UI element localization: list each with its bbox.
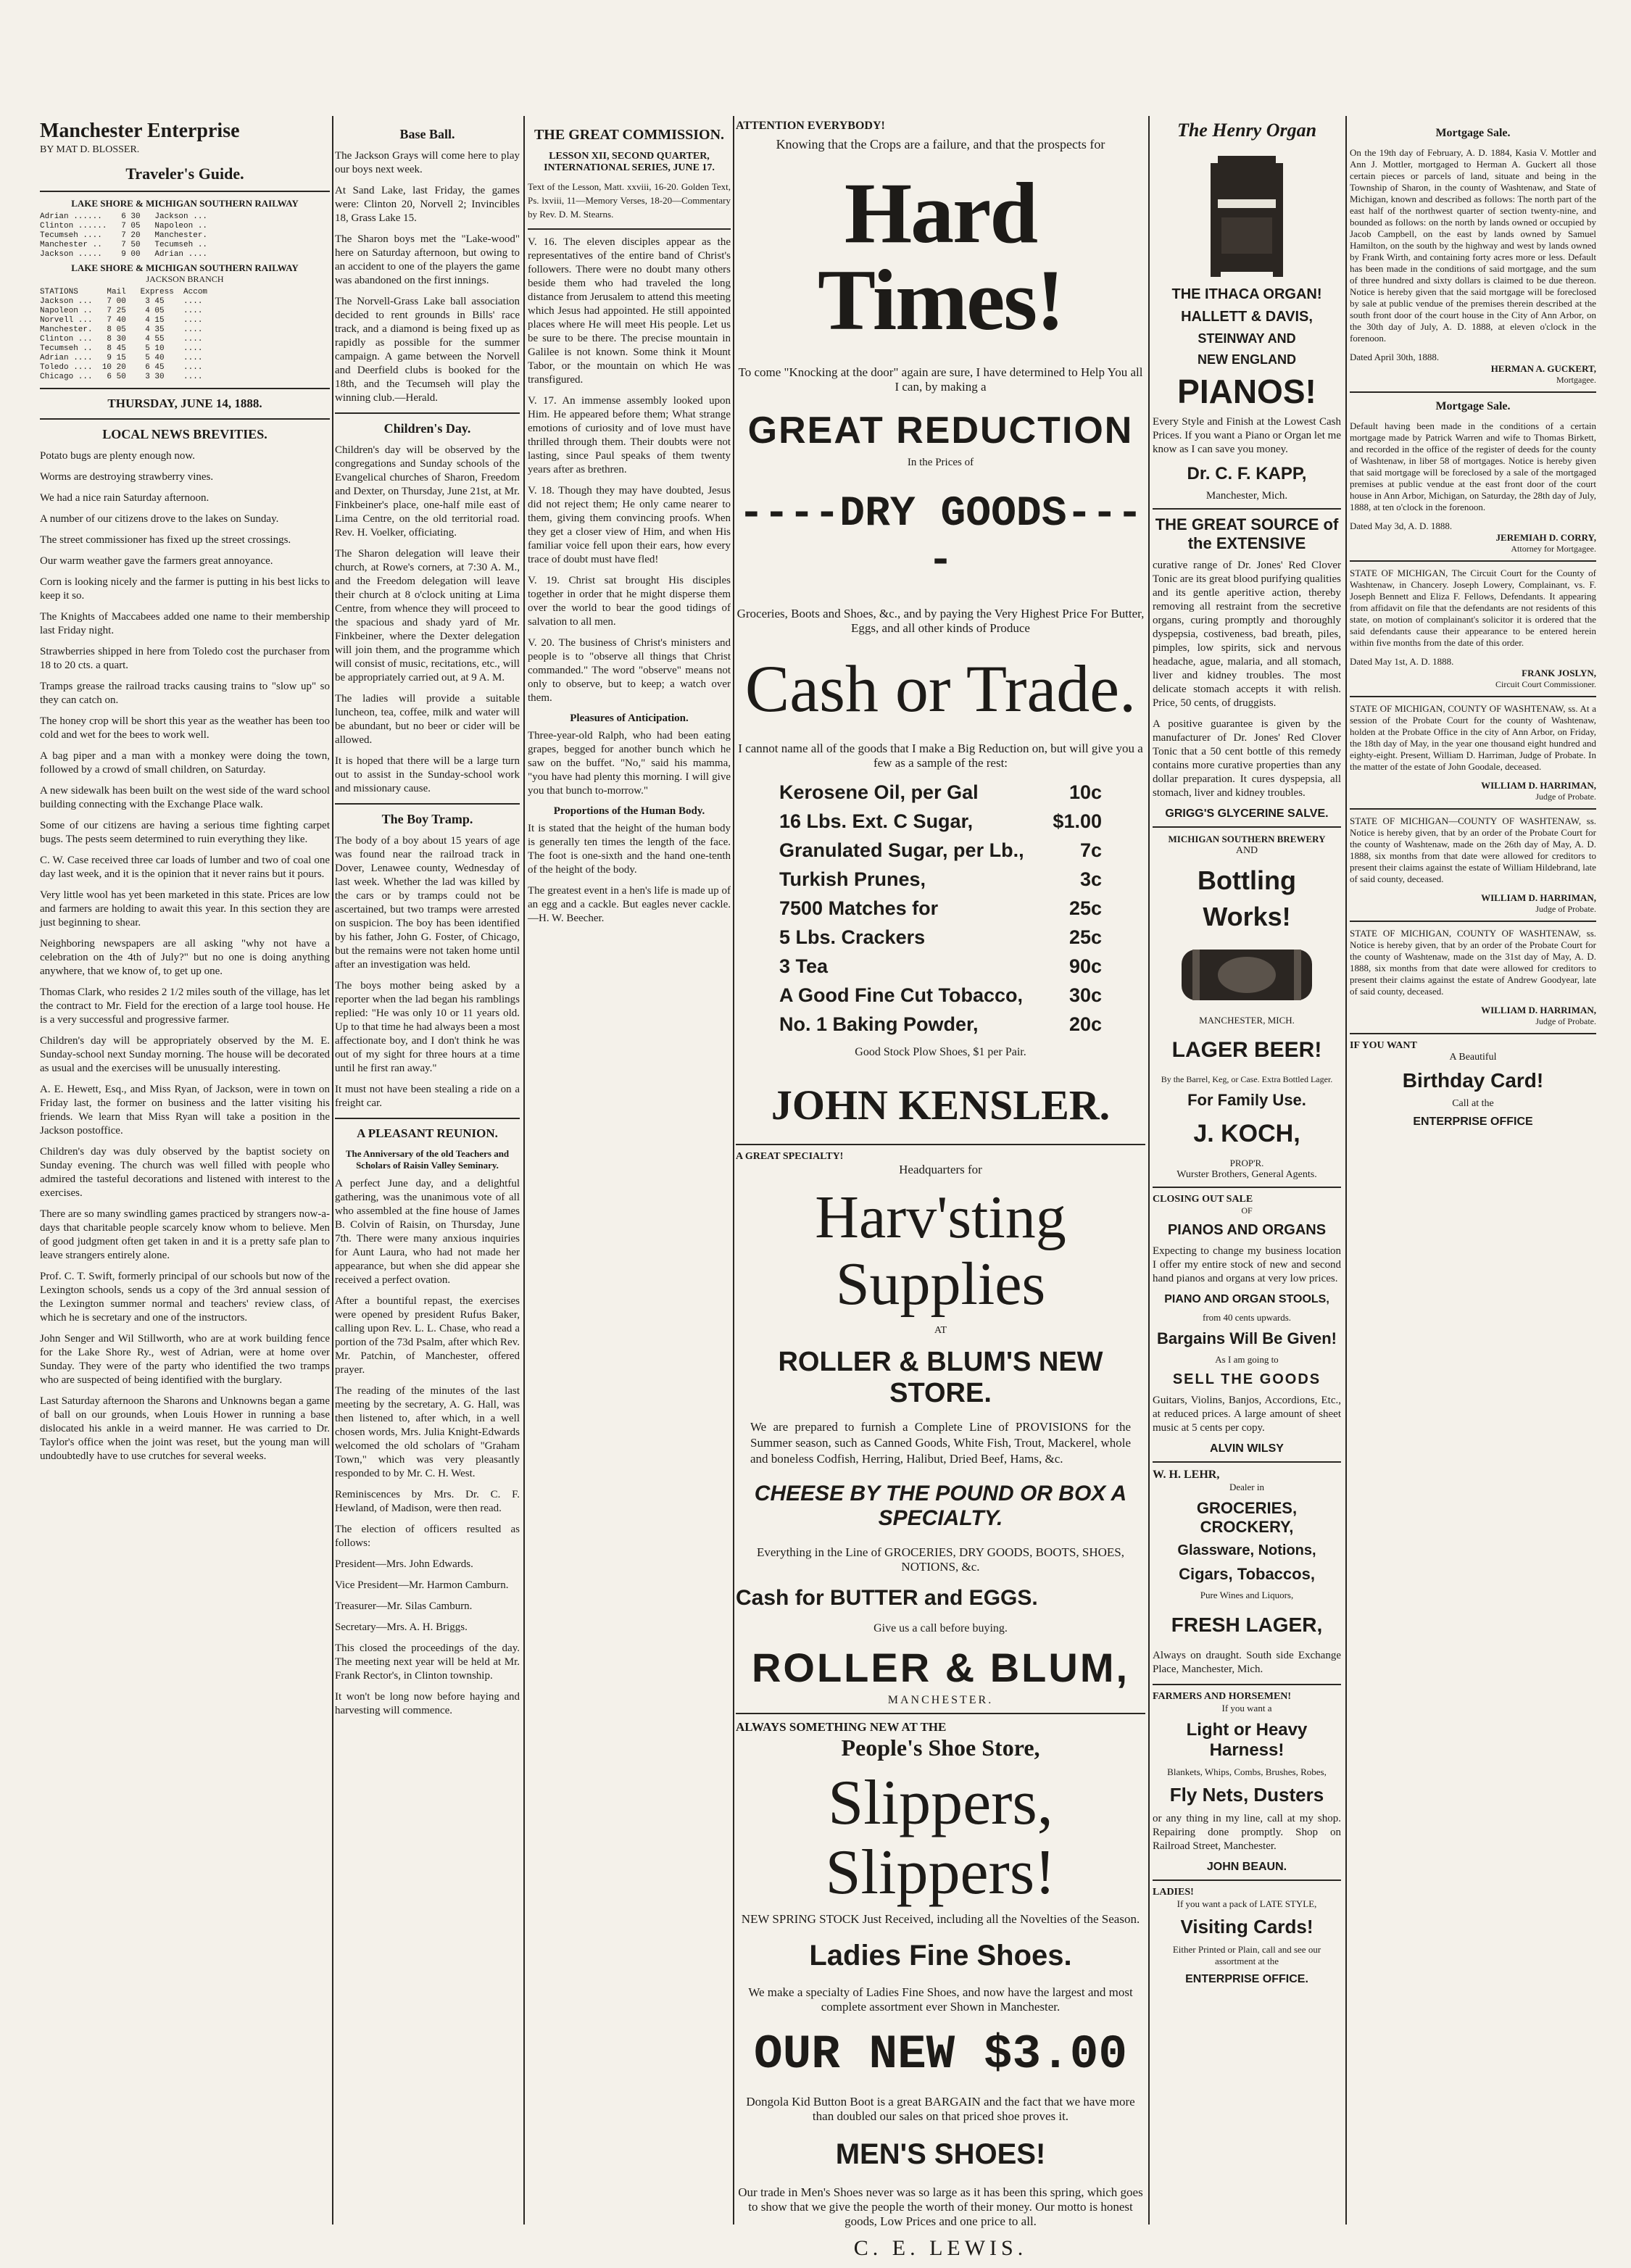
brewery-name: MICHIGAN SOUTHERN BREWERY xyxy=(1168,834,1326,844)
dongola-text: Dongola Kid Button Boot is a great BARGAIN and the fact that we have more than doubled our sales on that priced shoe proves it. xyxy=(746,2095,1135,2123)
hard-times-headline: Hard Times! xyxy=(817,165,1064,348)
stools-sub: from 40 cents upwards. xyxy=(1202,1312,1292,1323)
article-paragraph: V. 17. An immense assembly looked upon Him. He appeared before them; What strange emotions of curiosity and of love must have thrilled through them. Their doubts were not lasting, since Paul speaks of them twenty years after as brethren. xyxy=(528,395,731,475)
cash-or-trade-headline: Cash or Trade. xyxy=(744,652,1137,726)
call-at-line: Call at the xyxy=(1452,1098,1494,1109)
price-value: 7c xyxy=(1079,839,1102,861)
beer-keg-illustration xyxy=(1174,942,1319,1008)
divider xyxy=(1350,560,1596,562)
glassware-notions: Glassware, Notions, xyxy=(1177,1542,1316,1558)
attention-line: ATTENTION EVERYBODY! xyxy=(736,120,885,132)
specialty-line: A GREAT SPECIALTY! xyxy=(736,1151,844,1162)
divider xyxy=(40,191,330,192)
enterprise-office: ENTERPRISE OFFICE. xyxy=(1185,1973,1308,1985)
price-value: 20c xyxy=(1068,1013,1102,1035)
article-paragraph: The Jackson Grays will come here to play our boys next week. xyxy=(335,150,520,175)
timetable-row: Tecumseh .. 8 45 5 10 .... xyxy=(40,344,203,353)
steinway: STEINWAY AND xyxy=(1198,331,1296,346)
railway-name: LAKE SHORE & MICHIGAN SOUTHERN RAILWAY xyxy=(71,262,299,273)
timetable-1 xyxy=(40,212,330,259)
blankets-line: Blankets, Whips, Combs, Brushes, Robes, xyxy=(1167,1766,1327,1777)
notice-signature: HERMAN A. GUCKERT, xyxy=(1490,363,1596,374)
news-item: Potato bugs are plenty enough now. xyxy=(40,450,195,462)
article-paragraph: It is hoped that there will be a large turn out to assist in the Sunday-school work and missionary cause. xyxy=(335,755,520,794)
article-paragraph: The boys mother being asked by a reporter when the lad began his ramblings replied: "He was only 10 or 11 years old. Up to that time he had always been a most affectionate boy, and I don't think he was out of my sight for three hours at a time until he first ran away." xyxy=(335,980,520,1074)
timetable-row: Manchester .. 7 50 Tecumseh .. xyxy=(40,241,208,249)
article-paragraph: Vice President—Mr. Harmon Camburn. xyxy=(335,1579,509,1591)
divider xyxy=(736,1713,1145,1714)
subheading: Proportions of the Human Body. xyxy=(553,805,705,817)
divider xyxy=(1350,921,1596,922)
price-item: Kerosene Oil, per Gal xyxy=(779,781,979,803)
notice-signature-title: Attorney for Mortgagee. xyxy=(1511,544,1596,554)
headquarters-line: Headquarters for xyxy=(899,1163,982,1176)
price-row xyxy=(736,807,1145,836)
news-item: The honey crop will be short this year as the weather has been too cold and wet for the bees to work well. xyxy=(40,715,330,741)
news-item: Children's day was duly observed by the baptist society on Sunday evening. The church was well filled with people who admired the tasteful decorations and listened with interest to the exercises. xyxy=(40,1146,330,1199)
groceries-crockery: GROCERIES, CROCKERY, xyxy=(1196,1499,1298,1536)
timetable-row: Manchester. 8 05 4 35 .... xyxy=(40,325,203,334)
article-paragraph: It is stated that the height of the human body is generally ten times the length of the face. The foot is one-sixth and the hand one-tenth of the height of the body. xyxy=(528,823,731,876)
divider xyxy=(40,418,330,420)
printed-line: Either Printed or Plain, call and see our assortment at the xyxy=(1172,1944,1321,1966)
mens-shoes-headline: MEN'S SHOES! xyxy=(835,2138,1046,2170)
bargains-headline: Bargains Will Be Given! xyxy=(1157,1329,1337,1347)
beautiful-line: A Beautiful xyxy=(1449,1052,1497,1063)
koch-name: J. KOCH, xyxy=(1193,1120,1300,1147)
price-list xyxy=(736,778,1145,1039)
news-item: Prof. C. T. Swift, formerly principal of our schools but now of the Lexington schools, sends us a copy of the 3rd annual session of the Lexington summer normal and teachers' review class, of which he is secretary and one of the instructors. xyxy=(40,1271,330,1324)
great-source-headline: THE GREAT SOURCE of the EXTENSIVE xyxy=(1155,515,1339,552)
article-paragraph: The Norvell-Grass Lake ball association decided to rent grounds in Bills' race track, and a diamond is being fixed up as rapidly as possible for the summer campaign. A game between the Norvell and Deerfield clubs is booked for the 18th, and the Tecumseh will play the winning club.—Herald. xyxy=(335,296,520,404)
news-item: A bag piper and a man with a monkey were doing the town, followed by a crowd of small children, on Saturday. xyxy=(40,750,330,776)
mortgage-sale-heading: Mortgage Sale. xyxy=(1435,400,1511,412)
divider xyxy=(736,1144,1145,1145)
price-item: Turkish Prunes, xyxy=(779,868,926,890)
article-paragraph: V. 16. The eleven disciples appear as the representatives of the entire band of Christ's followers. There were no doubt many others beside them who had traveled the long distance from Jerusalem to attend this meeting which Jesus had appointed. He still appointed places where He will meet His people. Let us be sure to be there. The precise mountain in Galilee is not known. Some think it Mount Tabor, or the mountain on which He was transfigured. xyxy=(528,236,731,386)
railway-branch: JACKSON BRANCH xyxy=(146,274,224,284)
divider xyxy=(1153,826,1341,828)
divider xyxy=(1153,1187,1341,1188)
news-item: A new sidewalk has been built on the west side of the ward school building connecting with the Exchange Place walk. xyxy=(40,785,330,810)
timetable-2 xyxy=(40,288,330,382)
enterprise-office: ENTERPRISE OFFICE xyxy=(1413,1116,1533,1128)
closing-sale: CLOSING OUT SALE xyxy=(1153,1194,1253,1205)
price-value: 3c xyxy=(1079,868,1102,890)
in-prices-line: In the Prices of xyxy=(907,457,974,468)
cannot-name-line: I cannot name all of the goods that I make a Big Reduction on, but will give you a few as a sample of the rest: xyxy=(738,742,1143,770)
news-item: Tramps grease the railroad tracks causing trains to "slow up" so they can catch on. xyxy=(40,681,330,706)
pianos-organs-headline: PIANOS AND ORGANS xyxy=(1167,1222,1327,1238)
notice-signature: FRANK JOSLYN, xyxy=(1522,668,1596,678)
harness-headline: Light or Heavy Harness! xyxy=(1186,1720,1308,1760)
groceries-line: Groceries, Boots and Shoes, &c., and by paying the Very Highest Price For Butter, Eggs, and all other kinds of Produce xyxy=(736,607,1145,635)
article-paragraph: A perfect June day, and a delightful gathering, was the unanimous vote of all who assembled at the fine house of James B. Colvin of Raisin, on Thursday, June 7th. There were many anxious inquiries for Aunt Laura, who had not made her appearance, but when she did appear she received a perfect ovation. xyxy=(335,1178,520,1286)
family-use: For Family Use. xyxy=(1187,1091,1306,1109)
specialty-text: We make a specialty of Ladies Fine Shoes, and now have the largest and most complete assortment ever Shown in Manchester. xyxy=(748,1985,1133,2014)
divider xyxy=(1350,696,1596,697)
slippers-headline: Slippers, Slippers! xyxy=(825,1768,1056,1908)
news-item: A. E. Hewett, Esq., and Miss Ryan, of Jackson, were in town on Friday last, the former on business and the latter visiting his friends. We learn that Miss Ryan will take a position in the Jackson postoffice. xyxy=(40,1084,330,1137)
farmers-headline: FARMERS AND HORSEMEN! xyxy=(1153,1691,1292,1702)
kapp-name: Dr. C. F. KAPP, xyxy=(1187,464,1307,483)
lager-beer-headline: LAGER BEER! xyxy=(1171,1038,1322,1062)
article-paragraph: After a bountiful repast, the exercises were opened by president Rufus Baker, calling upon Rev. L. L. Chase, who read a portion of the 73d Psalm, after which Rev. Mr. Patchin, of Manchester, offered prayer. xyxy=(335,1295,520,1376)
knowing-line: Knowing that the Crops are a failure, and that the prospects for xyxy=(776,137,1105,151)
timetable-row: Toledo .... 10 20 6 45 .... xyxy=(40,363,203,372)
notice-signature-title: Mortgagee. xyxy=(1556,375,1596,385)
masthead: Manchester Enterprise xyxy=(40,120,240,142)
timetable-row: Clinton ... 8 30 4 55 .... xyxy=(40,335,203,344)
ithaca-organ: THE ITHACA ORGAN! xyxy=(1171,286,1322,302)
reunion-heading: A PLEASANT REUNION. xyxy=(357,1126,498,1140)
notice-date: Dated April 30th, 1888. xyxy=(1350,352,1440,362)
lesson-subheading: LESSON XII, SECOND QUARTER, INTERNATIONAL SERIES, JUNE 17. xyxy=(544,151,715,173)
ladies-headline: LADIES! xyxy=(1153,1887,1194,1898)
griggs-salve: GRIGG'S GLYCERINE SALVE. xyxy=(1165,807,1329,820)
article-paragraph: President—Mrs. John Edwards. xyxy=(335,1558,473,1570)
divider xyxy=(335,803,520,805)
timetable-row: Jackson ..... 9 00 Adrian .... xyxy=(40,250,208,259)
divider xyxy=(1350,808,1596,810)
organ-brand: The Henry Organ xyxy=(1176,120,1317,141)
harvesting-headline: Harv'sting Supplies xyxy=(815,1184,1066,1318)
beaun-name: JOHN BEAUN. xyxy=(1206,1861,1287,1873)
lager-sub: By the Barrel, Keg, or Case. Extra Bottled Lager. xyxy=(1161,1074,1333,1084)
pianos-headline: PIANOS! xyxy=(1177,373,1316,410)
column-advertisements xyxy=(736,120,1145,2260)
wilsy-name: ALVIN WILSY xyxy=(1210,1442,1284,1455)
divider xyxy=(1153,1461,1341,1463)
article-paragraph: Children's day will be observed by the congregations and Sunday schools of the Evangelical churches of Sharon, Freedom and Dexter, on Thursday, June 21st, at Mr. Finkbeiner's place, one-half mile east of Lima Centre, on the old territorial road. Rev. H. Voelker, officiating. xyxy=(335,444,520,539)
article-paragraph: Three-year-old Ralph, who had been eating grapes, begged for another bunch which he saw on the buffet. "No," said his mamma, "you have had plenty this morning. I will give you that bunch to-morrow." xyxy=(528,730,731,797)
visiting-cards-headline: Visiting Cards! xyxy=(1180,1916,1313,1937)
spring-stock-line: NEW SPRING STOCK Just Received, including all the Novelties of the Season. xyxy=(741,1912,1140,1926)
price-item: 5 Lbs. Crackers xyxy=(779,926,926,948)
cash-butter-headline: Cash for BUTTER and EGGS. xyxy=(736,1586,1038,1610)
news-item: Children's day will be appropriately observed by the M. E. Sunday-school next Sunday morning. The house will be decorated as usual and the exercises will be unusually interesting. xyxy=(40,1035,330,1074)
timetable-row: Adrian ...... 6 30 Jackson ... xyxy=(40,212,208,221)
news-heading: LOCAL NEWS BREVITIES. xyxy=(102,427,267,441)
article-paragraph: Reminiscences by Mrs. Dr. C. F. Hewland, of Madison, were then read. xyxy=(335,1489,520,1514)
of-line: OF xyxy=(1241,1205,1253,1216)
peoples-shoe-store: People's Shoe Store, xyxy=(841,1735,1040,1761)
pure-wines: Pure Wines and Liquors, xyxy=(1200,1590,1294,1600)
flynets-headline: Fly Nets, Dusters xyxy=(1169,1784,1324,1806)
legal-notice: STATE OF MICHIGAN—COUNTY OF WASHTENAW, ss. Notice is hereby given, that by an order of the Probate Court for the county of Washtenaw, made on the 26th day of May, A. D. 1888, six months from that date were allowed for creditors to present their claims against the estate of William Hildebrand, late of said county, deceased. xyxy=(1350,815,1597,884)
mortgage-sale-heading: Mortgage Sale. xyxy=(1435,127,1511,139)
proprietor: PROP'R. xyxy=(1229,1158,1264,1168)
and-line: AND xyxy=(1235,845,1258,856)
price-item: 16 Lbs. Ext. C Sugar, xyxy=(779,810,974,832)
give-call-line: Give us a call before buying. xyxy=(873,1622,1008,1634)
guitars-text: Guitars, Violins, Banjos, Accordions, Etc., at reduced prices. A large amount of sheet music at 5 cents per copy. xyxy=(1153,1395,1341,1434)
column-rule xyxy=(1148,116,1150,2225)
news-item: C. W. Case received three car loads of lumber and two of coal one day last week, and it is the opinion that it never rains but it pours. xyxy=(40,855,330,880)
price-value: 90c xyxy=(1068,955,1102,977)
article-paragraph: The election of officers resulted as follows: xyxy=(335,1524,520,1549)
ladies-fine-shoes-headline: Ladies Fine Shoes. xyxy=(809,1940,1072,1972)
price-row xyxy=(736,1010,1145,1039)
price-item: A Good Fine Cut Tobacco, xyxy=(779,984,1023,1006)
everything-line: Everything in the Line of GROCERIES, DRY GOODS, BOOTS, SHOES, NOTIONS, &c. xyxy=(756,1545,1124,1574)
at-line: AT xyxy=(934,1325,947,1336)
news-item: Corn is looking nicely and the farmer is putting in his best licks to keep it so. xyxy=(40,576,330,602)
boy-tramp-heading: The Boy Tramp. xyxy=(381,812,473,826)
column-rule xyxy=(1345,116,1347,2225)
if-want: If you want a xyxy=(1221,1703,1272,1714)
news-item: Strawberries shipped in here from Toledo cost the purchaser from 18 to 20 cts. a quart. xyxy=(40,646,330,671)
divider xyxy=(1153,1879,1341,1881)
notice-signature: WILLIAM D. HARRIMAN, xyxy=(1481,780,1596,791)
travelers-guide-title: Traveler's Guide. xyxy=(125,165,244,183)
divider xyxy=(528,228,731,230)
every-style-text: Every Style and Finish at the Lowest Cash Prices. If you want a Piano or Organ let me know as I can save you money. xyxy=(1153,416,1341,455)
notice-signature: WILLIAM D. HARRIMAN, xyxy=(1481,1005,1596,1015)
bottling-works-headline: Bottling Works! xyxy=(1198,865,1296,931)
kensler-name: JOHN KENSLER. xyxy=(771,1081,1111,1129)
article-paragraph: V. 20. The business of Christ's ministers and people is to "observe all things that Christ commanded." The word "observe" means not only to observe, but to keep; a watch over them. xyxy=(528,637,731,704)
price-value: 25c xyxy=(1068,926,1102,948)
baseball-heading: Base Ball. xyxy=(399,127,455,141)
notice-signature-title: Judge of Probate. xyxy=(1535,792,1596,802)
article-paragraph: At Sand Lake, last Friday, the games were: Clinton 20, Norvell 2; Invincibles 18, Grass Lake 15. xyxy=(335,185,520,224)
news-item: John Senger and Wil Stillworth, who are at work building fence for the Lake Shore Ry., west of Adrian, were at home over Sunday. They were of the party who identified the two tramps who are suspected of being identified with the burglary. xyxy=(40,1333,330,1386)
legal-notice: STATE OF MICHIGAN, COUNTY OF WASHTENAW, ss. At a session of the Probate Court for the county of Washtenaw, holden at the Probate Office in the city of Ann Arbor, on Friday, the 18th day of May, in the year one thousand eight hundred and eighty-eight. Present, William D. Harriman, Judge of Probate. In the matter of the estate of John Goodale, deceased. xyxy=(1350,703,1596,772)
legal-notice: STATE OF MICHIGAN, COUNTY OF WASHTENAW, ss. Notice is hereby given, that by an order of the Probate Court for the county of Washtenaw, made on the 31st day of May, A. D. 1888, six months from that date were allowed for creditors to present their claims against the estate of Andrew Goodyear, late of said county, deceased. xyxy=(1350,928,1596,997)
roller-blum-store-headline: ROLLER & BLUM'S NEW STORE. xyxy=(778,1347,1103,1408)
column-rule xyxy=(332,116,333,2225)
wurster-agents: Wurster Brothers, General Agents. xyxy=(1176,1169,1317,1180)
notice-signature-title: Circuit Court Commissioner. xyxy=(1495,679,1596,689)
birthday-card-headline: Birthday Card! xyxy=(1402,1069,1544,1092)
kapp-town: Manchester, Mich. xyxy=(1205,490,1288,502)
price-row xyxy=(736,894,1145,923)
to-come-line: To come "Knocking at the door" again are sure, I have determined to Help You all I can, by making a xyxy=(738,365,1143,394)
latest-line: If you want a pack of LATE STYLE, xyxy=(1176,1898,1317,1909)
manchester-line: MANCHESTER. xyxy=(887,1694,994,1706)
tonic-guarantee: A positive guarantee is given by the manufacturer of Dr. Jones' Red Clover Tonic that a 50 cent bottle of this remedy contains more curative properties than any dollar preparation. It cures dyspepsia, all stomach, liver and kidney troubles. xyxy=(1153,718,1341,799)
price-value: $1.00 xyxy=(1053,810,1102,832)
notice-signature-title: Judge of Probate. xyxy=(1535,1016,1596,1026)
great-commission-heading: THE GREAT COMMISSION. xyxy=(534,127,725,143)
divider xyxy=(335,1118,520,1119)
article-paragraph: The reading of the minutes of the last meeting by the secretary, A. G. Hall, was then listened to, after which, in a well chosen words, Mrs. Julia Knight-Edwards welcomed the old scholars of "Graham Town," which was very pleasantly responded to by Mr. C. H. West. xyxy=(335,1385,520,1479)
timetable-row: STATIONS Mail Express Accom xyxy=(40,288,208,296)
cheese-headline: CHEESE BY THE POUND OR BOX A SPECIALTY. xyxy=(754,1482,1127,1530)
news-item: The street commissioner has fixed up the street crossings. xyxy=(40,534,291,546)
notice-signature: WILLIAM D. HARRIMAN, xyxy=(1481,892,1596,903)
always-line: ALWAYS SOMETHING NEW AT THE xyxy=(736,1720,947,1734)
hallett-davis: HALLETT & DAVIS, xyxy=(1181,309,1313,325)
price-item: 7500 Matches for xyxy=(779,897,939,919)
brewery-town: MANCHESTER, MICH. xyxy=(1199,1015,1295,1026)
column-baseball-children xyxy=(335,120,520,2217)
news-item: Worms are destroying strawberry vines. xyxy=(40,471,214,483)
news-item: Some of our citizens are having a serious time fighting carpet bugs. The pests seem determined to ruin everything they like. xyxy=(40,820,330,845)
news-item: The Knights of Maccabees added one name to their membership last Friday night. xyxy=(40,611,330,636)
prepared-text: We are prepared to furnish a Complete Line of PROVISIONS for the Summer season, such as Canned Goods, White Fish, Trout, Mackerel, whole and boneless Codfish, Herring, Halibut, Dried Beef, Hams, &c. xyxy=(750,1420,1131,1466)
timetable-row: Jackson ... 7 00 3 45 .... xyxy=(40,297,203,306)
article-paragraph: The body of a boy about 15 years of age was found near the railroad track in Dover, Lenawee county, Wednesday of last week. Whether the lad was killed by the cars or by tramps could not be ascertained, but two tramps were arrested on suspicion. The boy has been identified by his father, John G. Foster, of Chicago, but the remains were not taken home until after an investigation was held. xyxy=(335,835,520,971)
legal-notice: STATE OF MICHIGAN, The Circuit Court for the County of Washtenaw, in Chancery. Joseph Lowery, Complainant, vs. F. Joseph Bennett and Eliza F. Fellows, Defendants. It appearing from affidavit on file that the defendants are not residents of this state, on motion of complainant's solicitor it is ordered that the said defendants cause their appearance to be entered herein within five months from the date of this order. xyxy=(1350,568,1596,648)
divider xyxy=(335,412,520,414)
article-paragraph: It won't be long now before haying and harvesting will commence. xyxy=(335,1691,520,1716)
cigars-tobaccos: Cigars, Tobaccos, xyxy=(1179,1565,1315,1583)
article-paragraph: The Sharon delegation will leave their church, at Rowe's corners, at 7:30 A. M., and the Freedom delegation will leave their church at 8 o'clock uniting at Lima Centre, from whence they will proceed to the spacious and shady yard of Mr. Finkbeiner, where the Dexter delegation will join them, and the programme which will consist of music, recitations, etc., will be appropriately carried out, at 9 A. M. xyxy=(335,548,520,684)
roller-blum-name: ROLLER & BLUM, xyxy=(751,1645,1130,1690)
article-paragraph: It must not have been stealing a ride on a freight car. xyxy=(335,1084,520,1109)
divider xyxy=(1153,1684,1341,1685)
column-local-news xyxy=(40,120,330,2217)
news-item: Thomas Clark, who resides 2 1/2 miles south of the village, has let the contract to Mr. Field for the erection of a large tool house. He is a very successful and progressive farmer. xyxy=(40,986,330,1026)
notice-signature-title: Judge of Probate. xyxy=(1535,904,1596,914)
childrens-day-heading: Children's Day. xyxy=(383,421,471,436)
column-rule xyxy=(733,116,734,2225)
price-row xyxy=(736,836,1145,865)
stools-headline: PIANO AND ORGAN STOOLS, xyxy=(1164,1293,1329,1305)
price-value: 10c xyxy=(1068,781,1102,803)
article-paragraph: The Sharon boys met the "Lake-wood" here on Saturday afternoon, but owing to an accident to one of the players the game was abandoned on the first innings. xyxy=(335,233,520,286)
price-row xyxy=(736,981,1145,1010)
price-row xyxy=(736,923,1145,952)
article-paragraph: V. 19. Christ sat brought His disciples together in order that he might disperse them over the world to bear the good tidings of salvation to all men. xyxy=(528,575,731,628)
sell-goods-headline: SELL THE GOODS xyxy=(1172,1371,1321,1387)
timetable-row: Norvell ... 7 40 4 15 .... xyxy=(40,316,203,325)
subheading: Pleasures of Anticipation. xyxy=(570,713,689,724)
timetable-row: Adrian .... 9 15 5 40 .... xyxy=(40,354,203,362)
divider xyxy=(1350,1033,1596,1034)
notice-signature: JEREMIAH D. CORRY, xyxy=(1495,532,1596,543)
price-value: 30c xyxy=(1068,984,1102,1006)
if-you-want: IF YOU WANT xyxy=(1350,1040,1417,1051)
railway-name: LAKE SHORE & MICHIGAN SOUTHERN RAILWAY xyxy=(71,198,299,209)
byline: BY MAT D. BLOSSER. xyxy=(40,144,140,155)
news-item: There are so many swindling games practiced by strangers now-a-days that charitable people scarcely know whom to believe. Men of good judgment often get taken in and it is a pretty safe plan to leave strangers entirely alone. xyxy=(40,1208,330,1261)
plow-shoes-line: Good Stock Plow Shoes, $1 per Pair. xyxy=(855,1046,1026,1058)
column-small-ads xyxy=(1153,120,1341,2217)
notice-date: Dated May 1st, A. D. 1888. xyxy=(1350,656,1454,667)
expecting-text: Expecting to change my business location I offer my entire stock of new and second hand pianos and organs at very low prices. xyxy=(1153,1245,1341,1284)
timetable-row: Chicago ... 6 50 3 30 .... xyxy=(40,373,203,381)
news-item: Very little wool has yet been marketed in this state. Prices are low and farmers are holding to await this year. In this section they are just beginning to shear. xyxy=(40,889,330,929)
tonic-text: curative range of Dr. Jones' Red Clover Tonic are its great blood purifying qualities and its gentle aperitive action, thereby removing all restraint from the secretive organs, curing promptly and thoroughly dyspepsia, costiveness, bad breath, piles, pimples, low spirits, sick and nervous headache, ague, malaria, and all stomach, liver and kidney troubles. The most delicate stomach accepts it with relish. Price, 50 cents, of druggists. xyxy=(1153,560,1341,709)
notice-date: Dated May 3d, A. D. 1888. xyxy=(1350,520,1453,531)
reunion-subheading: The Anniversary of the old Teachers and Scholars of Raisin Valley Seminary. xyxy=(345,1148,510,1171)
issue-date: THURSDAY, JUNE 14, 1888. xyxy=(107,396,262,410)
our-new-headline: OUR NEW $3.00 xyxy=(754,2027,1127,2082)
dry-goods-headline: ----DRY GOODS---- xyxy=(739,491,1142,585)
trade-text: Our trade in Men's Shoes never was so large as it has been this spring, which goes to show that we give the people the worth of their money. Our motto is honest goods, Low Prices and one price to all. xyxy=(738,2185,1143,2228)
timetable-row: Napoleon .. 7 25 4 05 .... xyxy=(40,307,203,315)
great-reduction-headline: GREAT REDUCTION xyxy=(747,410,1134,452)
timetable-row: Clinton ...... 7 05 Napoleon .. xyxy=(40,222,208,230)
news-item: Last Saturday afternoon the Sharons and Unknowns began a game of ball on our grounds, when Louis Hower in running a base dislocated his ankle in a weird manner. He was carried to Dr. Taylor's office when the joint was reset, but the young man will undoubtedly have to use crutches for several weeks. xyxy=(40,1395,330,1462)
as-i-line: As I am going to xyxy=(1215,1354,1279,1365)
legal-notice: On the 19th day of February, A. D. 1884, Kasia V. Mottler and Ann J. Mottler, mortgaged to Herman A. Guckert all those certain pieces or parcels of land, situate and being in the Township of Sharon, in the county of Washtenaw, and State of Michigan, known and described as follows: The north part of the east half of the northwest quarter of section twenty-nine, and bounded as follows: on the north by lands owned or occupied by Jacob Campbell, on the east by lands owned by Samuel Hamilton, on the south by the highway and west by lands owned by Frank Wirth, and containing forty acres more or less. Default has been made in the conditions of said mortgage, and the sum of three hundred and sixty dollars is claimed to be due thereon. Notice is hereby given that the said mortgage will be foreclosed by sale at public vendue of the premises therein described at the south front door of the court house in the City of Ann Arbor, on the 30th day of July, A. D. 1888, at eleven o'clock in the forenoon. xyxy=(1350,147,1596,344)
news-item: Neighboring newspapers are all asking "why not have a celebration on the 4th of July?" but no one is doing anything anywhere, that we know of, to get up one. xyxy=(40,938,330,977)
column-legal-notices xyxy=(1350,120,1596,2217)
price-item: 3 Tea xyxy=(779,955,829,977)
divider xyxy=(1153,508,1341,510)
price-row xyxy=(736,952,1145,981)
column-great-commission xyxy=(528,120,731,2217)
timetable-row: Tecumseh .... 7 20 Manchester. xyxy=(40,231,208,240)
organ-illustration xyxy=(1200,149,1294,279)
lehr-name: W. H. LEHR, xyxy=(1153,1469,1220,1481)
article-paragraph: The greatest event in a hen's life is made up of an egg and a cackle. But eagles never cackle.—H. W. Beecher. xyxy=(528,885,731,924)
new-england: NEW ENGLAND xyxy=(1198,352,1296,367)
price-row xyxy=(736,865,1145,894)
dealer-line: Dealer in xyxy=(1229,1482,1264,1492)
price-value: 25c xyxy=(1068,897,1102,919)
legal-notice: Default having been made in the conditions of a certain mortgage made by Patrick Warren and wife to Thomas Birkett, and recorded in the office of the register of deeds for the county of Washtenaw, in liber 58 of mortgages. Notice is hereby given that said mortgage will be foreclosed by a sale of the mortgaged premises at public vendue at the east front door of the court house in Ann Arbor, Michigan, on Saturday, the 28th day of July, 1888, at ten o'clock in the forenoon. xyxy=(1350,420,1596,512)
article-paragraph: This closed the proceedings of the day. The meeting next year will be held at Mr. Frank Rector's, in Clinton township. xyxy=(335,1642,520,1682)
draught-text: Always on draught. South side Exchange Place, Manchester, Mich. xyxy=(1153,1650,1341,1675)
article-paragraph: Treasurer—Mr. Silas Camburn. xyxy=(335,1600,473,1612)
column-rule xyxy=(523,116,525,2225)
repairing-text: or any thing in my line, call at my shop. Repairing done promptly. Shop on Railroad Street, Manchester. xyxy=(1153,1813,1341,1852)
fresh-lager: FRESH LAGER, xyxy=(1171,1613,1323,1636)
article-paragraph: Secretary—Mrs. A. H. Briggs. xyxy=(335,1621,468,1633)
price-item: Granulated Sugar, per Lb., xyxy=(779,839,1024,861)
article-paragraph: V. 18. Though they may have doubted, Jesus did not reject them; He only came nearer to them, giving them convincing proofs. When they get a closer view of Him, and when His familiar voice fell upon their ears, how every trace of doubt must have fled! xyxy=(528,485,731,565)
divider xyxy=(1350,391,1596,393)
price-row xyxy=(736,778,1145,807)
divider xyxy=(40,388,330,389)
news-item: We had a nice rain Saturday afternoon. xyxy=(40,492,209,504)
lewis-name: C. E. LEWIS. xyxy=(853,2236,1028,2260)
news-item: Our warm weather gave the farmers great annoyance. xyxy=(40,555,273,567)
article-paragraph: The ladies will provide a suitable luncheon, tea, coffee, milk and water will be abundant, but no beer or cider will be allowed. xyxy=(335,693,520,746)
news-item: A number of our citizens drove to the lakes on Sunday. xyxy=(40,513,279,525)
price-item: No. 1 Baking Powder, xyxy=(779,1013,979,1035)
text-reference: Text of the Lesson, Matt. xxviii, 16-20. Golden Text, Ps. lxviii, 11—Memory Verses, 18-20—Commentary by Rev. D. M. Stearns. xyxy=(528,181,731,220)
